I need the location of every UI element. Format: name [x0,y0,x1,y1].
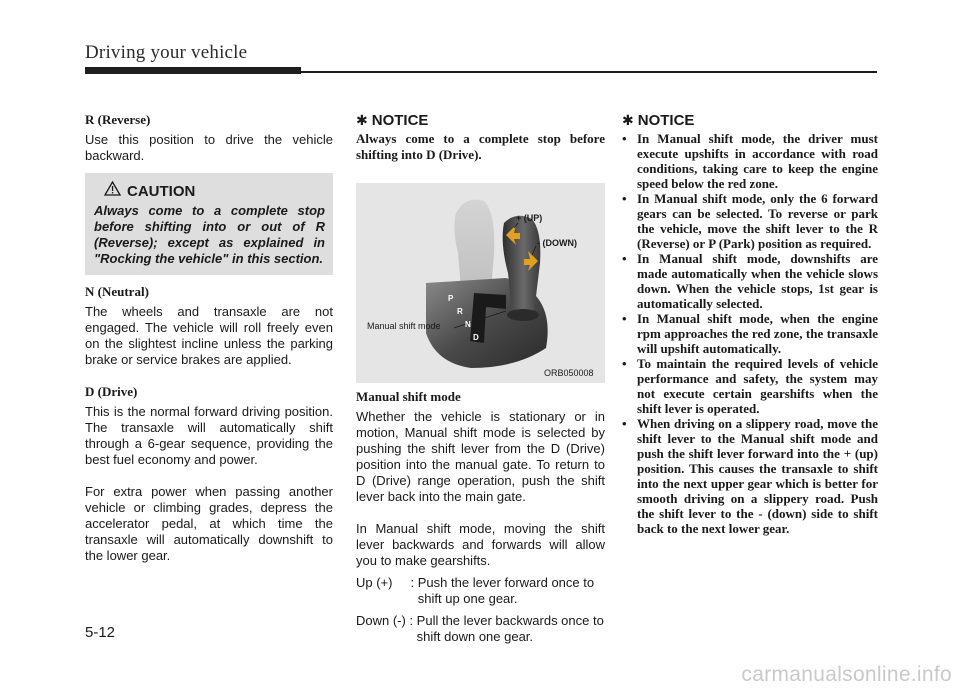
manual-heading: Manual shift mode [356,389,461,404]
gate-letter-p: P [448,294,454,303]
down-label: - (DOWN) [537,238,577,248]
up-definition [356,575,605,607]
notice-text: Always come to a complete stop before shifting into D (Drive). [356,131,605,162]
list-item: • When driving on a slippery road, move the shift lever to the Manual shift mode and push the shift lever forward into the + (up) position. This causes the transaxle to shift into the next upper gear which is better for smooth driving on a slippery road. Push the shift lever to the - (down) side to shift back to the next lower gear. [622,416,878,536]
notice-title-2: NOTICE [637,112,695,129]
neutral-text: The wheels and transaxle are not engaged. The vehicle will roll freely even on the slightest incline unless the parking brake or service brakes are applied. [85,304,333,367]
down-definition [356,613,605,645]
watermark: carmanualsonline.info [741,663,952,686]
manual-text-1: Whether the vehicle is stationary or in motion, Manual shift mode is selected by pushing the shift lever from the D (Drive) position into the manual gate. To return to D (Drive) range operation, push the shift lever back into the main gate. [356,409,605,504]
list-item: • In Manual shift mode, downshifts are made automatically when the vehicle slows down. When the vehicle stops, 1st gear is automatically selected. [622,251,878,311]
column-left [85,112,333,564]
gate-letter-d: D [473,333,479,342]
star-icon: ✱ [356,112,368,129]
warning-icon [104,181,121,201]
up-label: + (UP) [516,213,543,223]
gate-letter-n: N [465,320,471,329]
manual-text-2: In Manual shift mode, moving the shift lever backwards and forwards will allow you to make gearshifts. [356,521,605,568]
drive-text: This is the normal forward driving position. The transaxle will automatically shift through a 6-gear sequence, providing the best fuel economy and power. [85,404,333,467]
caution-text: Always come to a complete stop before shifting into or out of R (Reverse); except as explained in "Rocking the vehicle" in this section. [94,203,325,266]
star-icon: ✱ [622,112,634,129]
column-middle [356,112,605,645]
notice-bullets [622,131,878,536]
down-desc: Pull the lever backwards once to shift down one gear. [416,613,604,644]
list-item: • To maintain the required levels of vehicle performance and safety, the system may not execute certain gearshifts when the shift lever is operated. [622,356,878,416]
drive-heading: D (Drive) [85,384,138,399]
down-term: Down (-) : [356,613,417,628]
extra-power-text: For extra power when passing another vehicle or climbing grades, depress the accelerator pedal, at which time the transaxle will automatically downshift to the lower gear. [85,484,333,563]
list-item: • In Manual shift mode, the driver must execute upshifts in accordance with road conditions, taking care to keep the engine speed below the red zone. [622,131,878,191]
reverse-text: Use this position to drive the vehicle backward. [85,132,333,163]
gate-letter-r: R [457,307,463,316]
section-title: Driving your vehicle [85,42,248,63]
page-number: 5-12 [85,624,116,641]
column-right [622,112,878,536]
reverse-heading: R (Reverse) [85,112,151,127]
shift-lever-figure [356,183,605,383]
shift-lever-illustration [356,183,605,383]
up-term: Up (+) : [356,575,418,590]
up-desc: Push the lever forward once to shift up one gear. [417,575,595,606]
header-rule [300,71,877,73]
notice-title: NOTICE [371,112,429,129]
neutral-heading: N (Neutral) [85,284,149,299]
manual-shift-label: Manual shift mode [367,321,441,331]
list-item: • In Manual shift mode, when the engine rpm approaches the red zone, the transaxle will upshift automatically. [622,311,878,356]
notice-heading [356,112,605,129]
caution-title: CAUTION [127,182,196,200]
caution-box [85,173,333,275]
notice-heading-2 [622,112,878,129]
figure-code: ORB050008 [544,368,594,378]
list-item: • In Manual shift mode, only the 6 forward gears can be selected. To reverse or park the vehicle, move the shift lever to the R (Reverse) or P (Park) position as required. [622,191,878,251]
header-bar [85,67,301,74]
